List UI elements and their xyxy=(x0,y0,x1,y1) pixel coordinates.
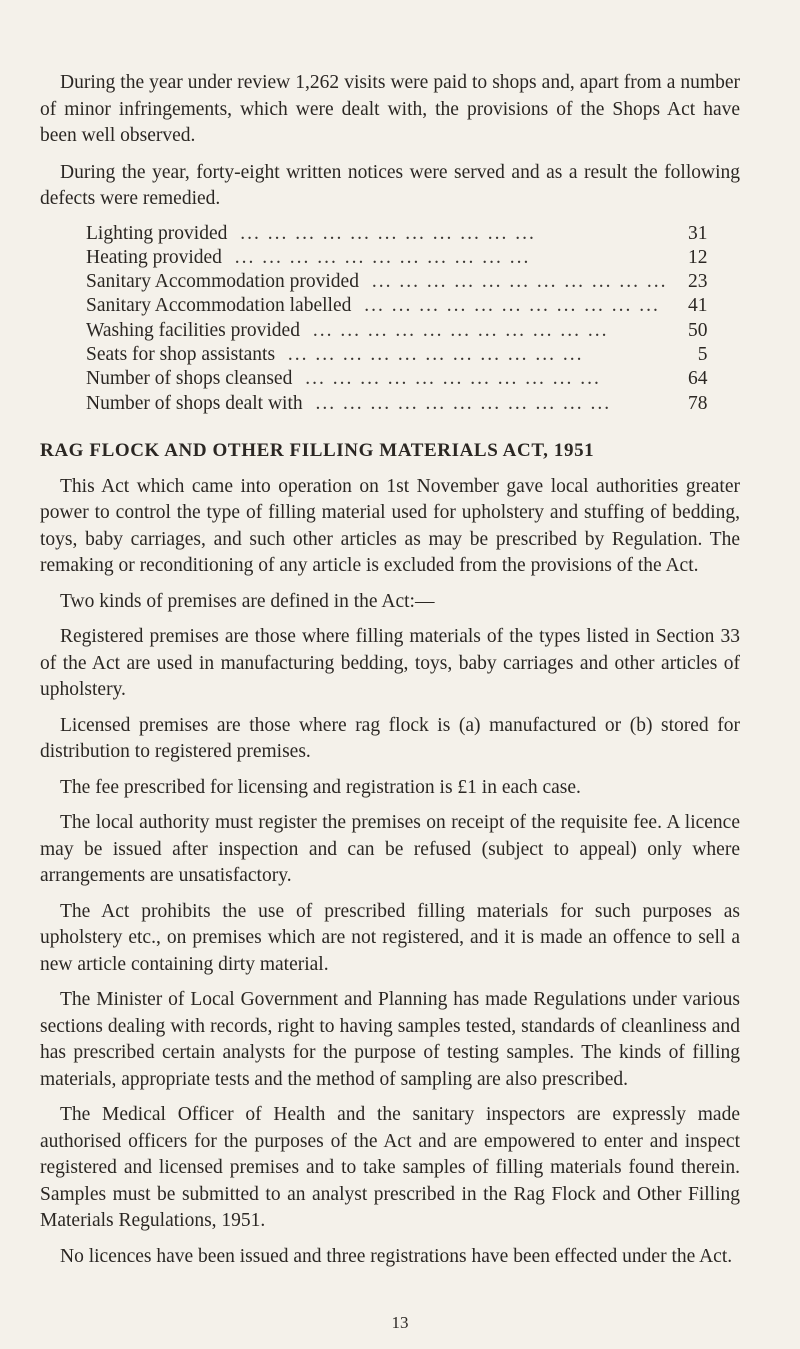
dot-leader: ... ... ... ... ... ... ... ... ... ... ... xyxy=(233,222,536,244)
defect-label: Sanitary Accommodation provided xyxy=(86,271,365,292)
defect-row xyxy=(86,246,707,270)
dot-leader: ... ... ... ... ... ... ... ... ... ... ... xyxy=(281,343,584,365)
defect-row xyxy=(86,392,707,416)
defect-row xyxy=(86,343,707,367)
defect-label: Sanitary Accommodation labelled xyxy=(86,295,357,316)
defect-count: 23 xyxy=(687,271,708,293)
section-paragraph: Two kinds of premises are defined in the Act:— xyxy=(60,590,435,612)
defect-count: 50 xyxy=(687,319,708,341)
defect-label: Seats for shop assistants xyxy=(86,344,281,365)
section-paragraph: This Act which came into operation on 1st November gave local authorities greater power to control the type of filling material used for upholstery and stuffing of bedding, toys, baby carriages, and such other articles as may be prescribed by Regulation. The remaking or reconditioning of any article is excluded from the provisions of the Act. xyxy=(40,475,740,577)
section-paragraph: Registered premises are those where filling materials of the types listed in Section 33 of the Act are used in manufacturing bedding, toys, baby carriages and other articles of upholstery. xyxy=(40,626,740,701)
section-body xyxy=(40,474,740,1271)
defect-count: 12 xyxy=(687,246,708,268)
defect-count: 41 xyxy=(687,295,708,317)
section-paragraph: The local authority must register the premises on receipt of the requisite fee. A licence may be issued after inspection and can be refused (subject to appeal) only where arrangements are unsatisfactory. xyxy=(40,812,740,887)
defects-table xyxy=(86,222,707,416)
section-paragraph: The fee prescribed for licensing and registration is £1 in each case. xyxy=(60,776,581,798)
section-heading: RAG FLOCK AND OTHER FILLING MATERIALS ACT, 1951 xyxy=(40,439,595,461)
dot-leader: ... ... ... ... ... ... ... ... ... ... ... xyxy=(308,392,612,414)
defect-count: 5 xyxy=(697,343,708,365)
section-paragraph: No licences have been issued and three registrations have been effected under the Act. xyxy=(60,1245,733,1267)
defect-row xyxy=(86,319,707,343)
defect-row xyxy=(86,270,707,294)
defect-row xyxy=(86,367,707,391)
section-paragraph: Licensed premises are those where rag flock is (a) manufactured or (b) stored for distribution to registered premises. xyxy=(40,714,740,763)
defect-label: Number of shops cleansed xyxy=(86,368,298,389)
dot-leader: ... ... ... ... ... ... ... ... ... ... ... xyxy=(298,368,601,390)
defect-row xyxy=(86,222,707,246)
page-body xyxy=(40,70,740,1279)
section-paragraph: The Act prohibits the use of prescribed filling materials for such purposes as upholstery etc., on premises which are not registered, and it is made an offence to sell a new article containing dirty material. xyxy=(40,900,740,975)
dot-leader: ... ... ... ... ... ... ... ... ... ... ... xyxy=(305,319,609,341)
defect-count: 78 xyxy=(687,392,708,414)
defect-row xyxy=(86,294,707,318)
defect-label: Number of shops dealt with xyxy=(86,393,309,414)
intro-paragraph-notices: During the year, forty-eight written notices were served and as a result the following defects were remedied. xyxy=(40,161,740,209)
dot-leader: ... ... ... ... ... ... ... ... ... ... ... xyxy=(357,295,660,317)
section-paragraph: The Medical Officer of Health and the sanitary inspectors are expressly made authorised officers for the purposes of the Act and are empowered to enter and inspect registered and licensed premises and to take samples of filling materials found therein. Samples must be submitted to an analyst prescribed in the Rag Flock and Other Filling Materials Regulations, 1951. xyxy=(40,1104,740,1232)
section-paragraph: The Minister of Local Government and Planning has made Regulations under various sections dealing with records, right to having samples tested, standards of cleanliness and has prescribed certain analysts for the purpose of testing samples. The kinds of filling materials, appropriate tests and the method of sampling are also prescribed. xyxy=(40,989,740,1090)
defect-label: Washing facilities provided xyxy=(86,320,306,341)
defect-count: 64 xyxy=(687,368,708,390)
page-number: 13 xyxy=(391,1313,409,1332)
defect-label: Heating provided xyxy=(86,247,228,268)
defect-label: Lighting provided xyxy=(86,223,233,244)
defect-count: 31 xyxy=(687,222,708,244)
intro-paragraph-visits: During the year under review 1,262 visits were paid to shops and, apart from a number of minor infringements, which were dealt with, the provisions of the Shops Act have been well observed. xyxy=(40,72,740,146)
dot-leader: ... ... ... ... ... ... ... ... ... ... ... xyxy=(364,271,668,293)
dot-leader: ... ... ... ... ... ... ... ... ... ... ... xyxy=(227,246,531,268)
